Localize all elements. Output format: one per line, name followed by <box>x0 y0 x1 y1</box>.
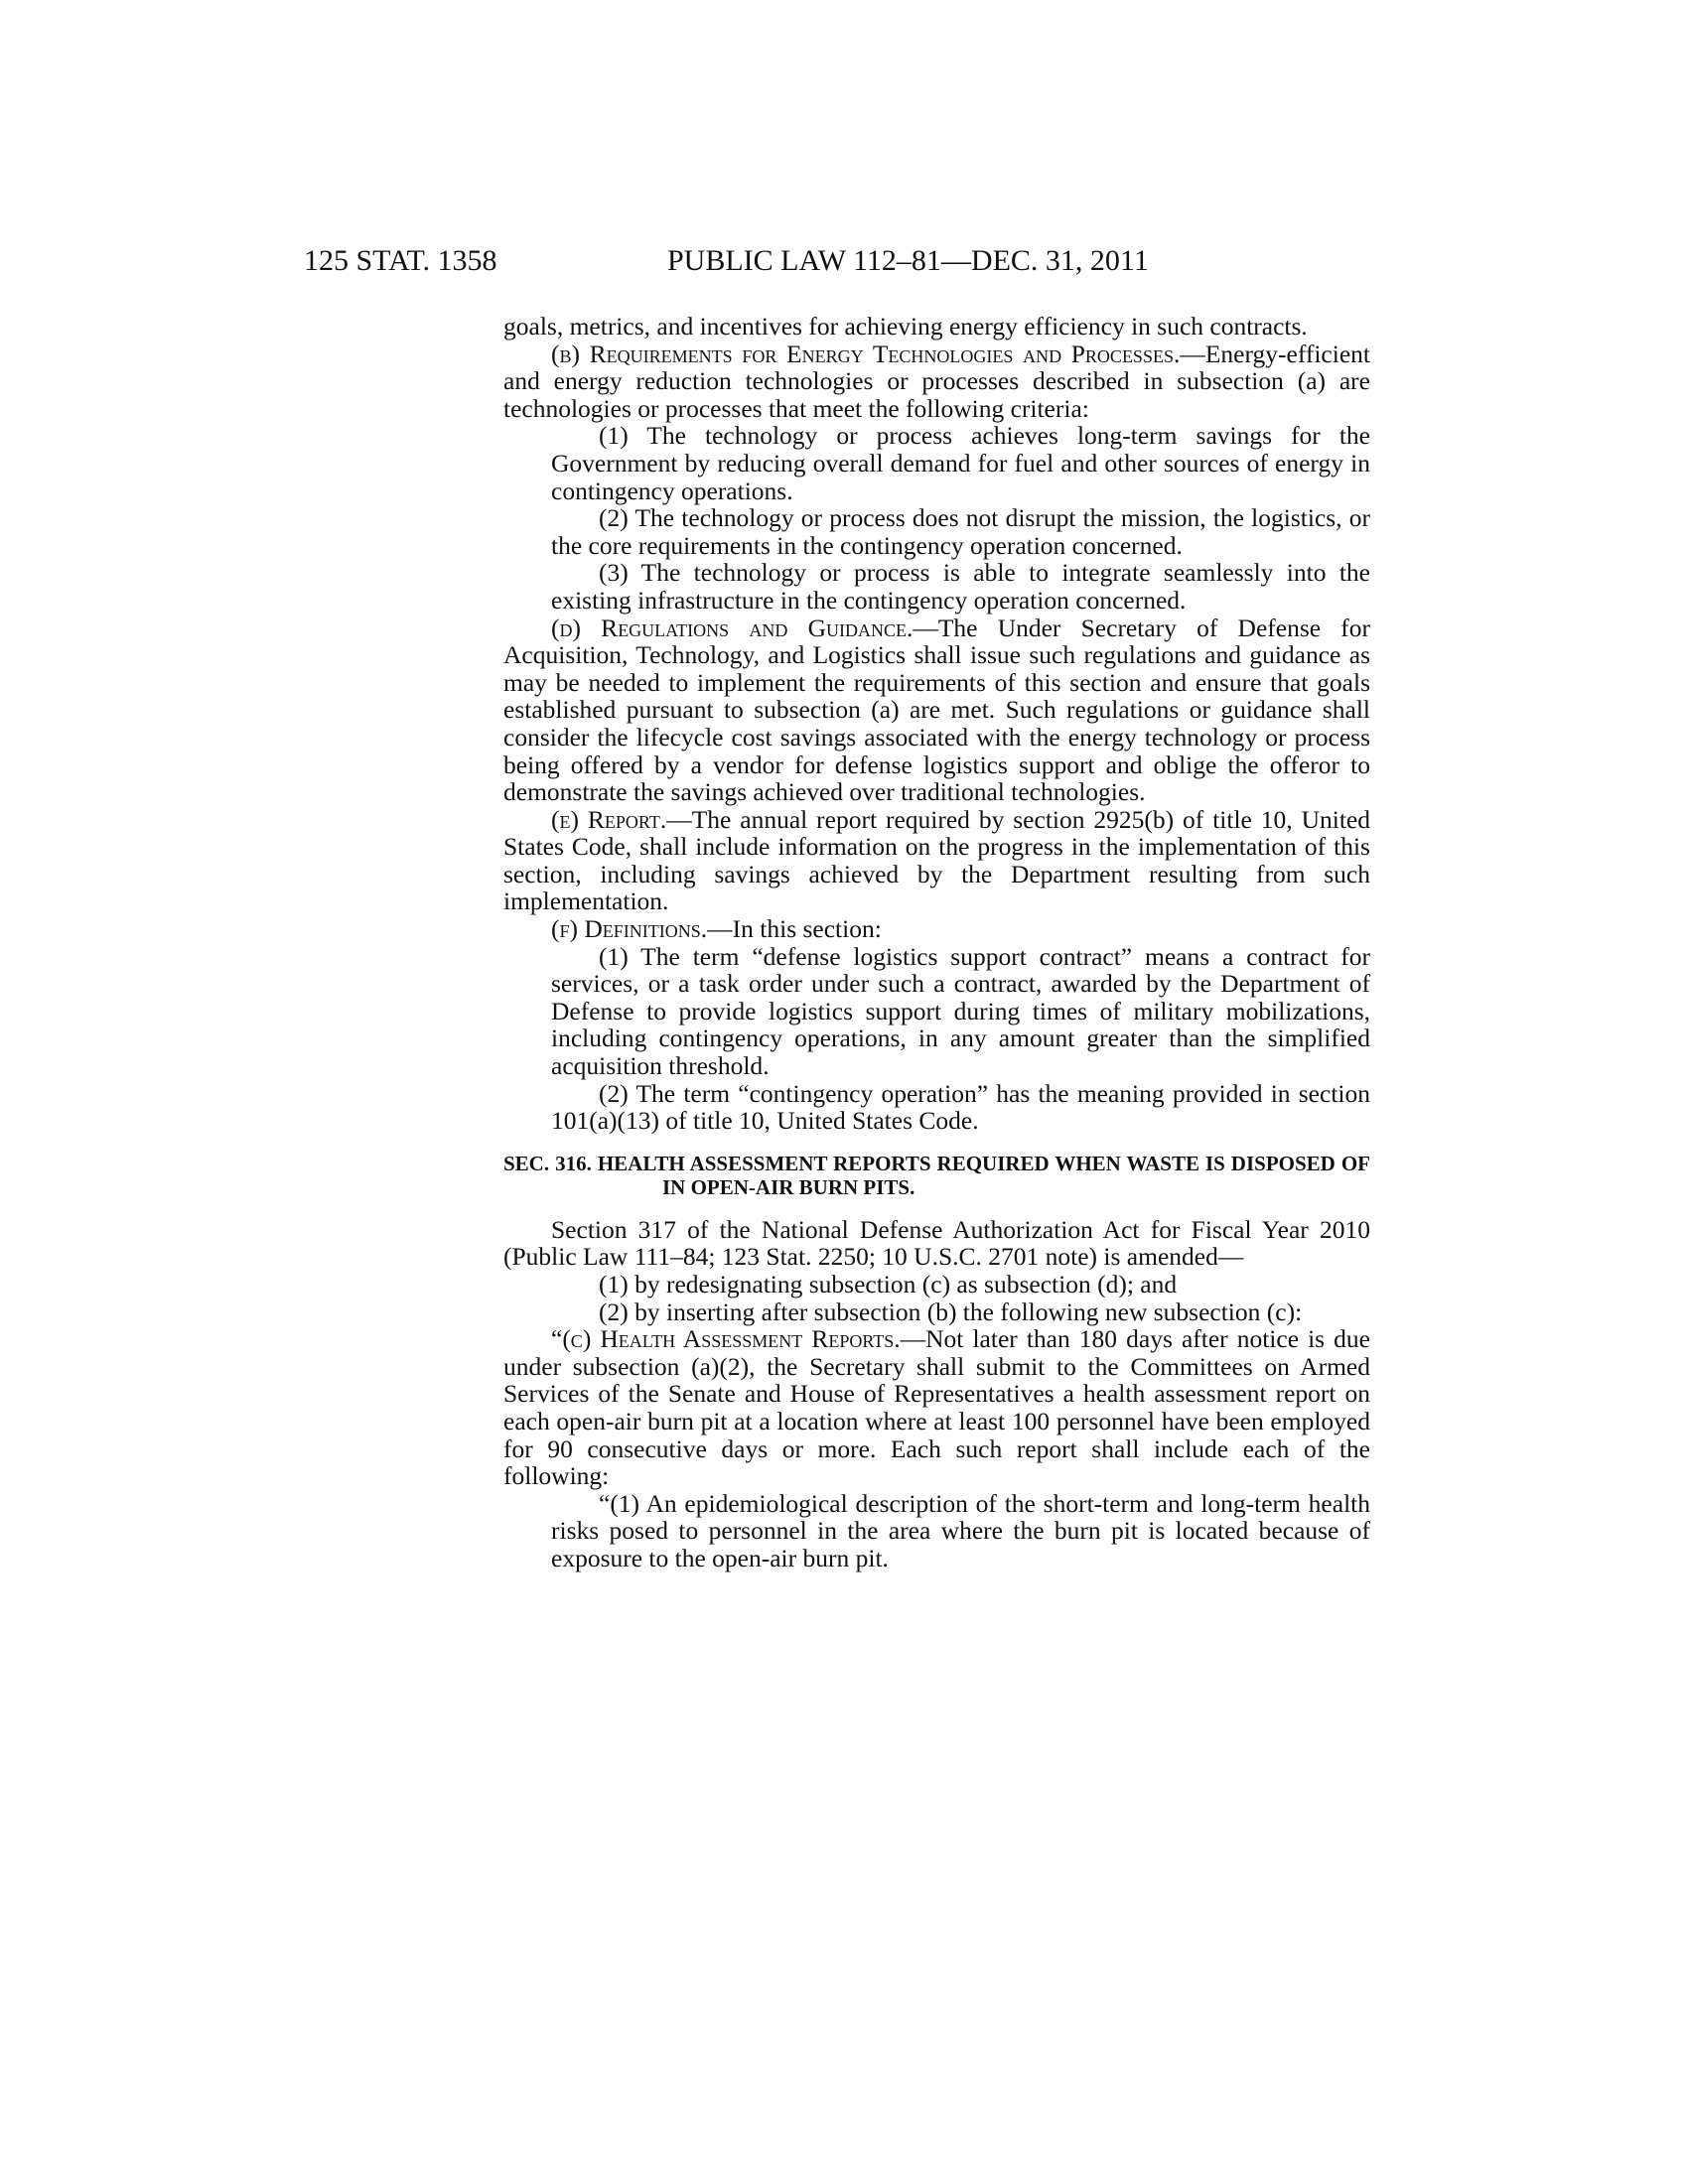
subsection-d-heading: (d) Regulations and Guidance. <box>551 613 914 642</box>
subsection-c-heading: “(c) Health Assessment Reports. <box>551 1324 901 1354</box>
subsection-b <box>503 341 1370 423</box>
subsection-f-heading: (f) Definitions. <box>551 914 708 944</box>
subsection-e-text: —The annual report required by section 2925(b) of title 10, United States Code, shall include information on the progress in the implementation of this section, including savings achieved by the Department resulting from such implementation. <box>503 804 1370 916</box>
subsection-f <box>503 915 1370 943</box>
criterion-1: (1) The technology or process achieves long-term savings for the Government by reducing overall demand for fuel and other sources of energy in contingency operations. <box>551 421 1370 505</box>
subsection-b-heading: (b) Requirements for Energy Technologies and Processes. <box>551 339 1181 368</box>
paragraph-goals: goals, metrics, and incentives for achieving energy efficiency in such contracts. <box>503 312 1308 341</box>
subsection-b-text: —Energy-efficient and energy reduction technologies or processes described in subsection (a) are technologies or processes that meet the following criteria: <box>503 339 1370 423</box>
public-law-title: PUBLIC LAW 112–81—DEC. 31, 2011 <box>667 244 1149 277</box>
subsection-e-heading: (e) Report. <box>551 804 667 834</box>
subsection-f-text: —In this section: <box>707 914 882 944</box>
section-316-heading: SEC. 316. HEALTH ASSESSMENT REPORTS REQUIRED WHEN WASTE IS DISPOSED OF IN OPEN-AIR BURN PITS. <box>503 1151 1370 1199</box>
page-header <box>0 244 1688 284</box>
statute-page-number: 125 STAT. 1358 <box>304 244 497 277</box>
document-body <box>503 313 1370 1572</box>
section-316-intro: Section 317 of the National Defense Authorization Act for Fiscal Year 2010 (Public Law 111–84; 123 Stat. 2250; 10 U.S.C. 2701 note) is amended— <box>503 1214 1370 1272</box>
subsection-c-text: —Not later than 180 days after notice is due under subsection (a)(2), the Secretary shall submit to the Committees on Armed Services of the Senate and House of Representatives a health assessment report on each open-air burn pit at a location where at least 100 personnel have been employed for 90 consecutive days or more. Each such report shall include each of the following: <box>503 1324 1370 1491</box>
subsection-d-text: —The Under Secretary of Defense for Acquisition, Technology, and Logistics shall issue such regulations and guidance as may be needed to implement the requirements of this section and ensure that goals established pursuant to subsection (a) are met. Such regulations or guidance shall consider the lifecycle cost savings associated with the energy technology or process being offered by a vendor for defense logistics support and oblige the offeror to demonstrate the savings achieved over traditional technologies. <box>503 613 1370 807</box>
definition-1: (1) The term “defense logistics support contract” means a contract for services, or a task order under such a contract, awarded by the Department of Defense to provide logistics support during times of military mobilizations, including contingency operations, in any amount greater than the simplified acquisition threshold. <box>551 941 1370 1081</box>
amendment-1: (1) by redesignating subsection (c) as subsection (d); and <box>599 1270 1178 1298</box>
subsection-e <box>503 806 1370 915</box>
criterion-2: (2) The technology or process does not disrupt the mission, the logistics, or the core requirements in the contingency operation concerned. <box>551 503 1370 560</box>
criterion-3: (3) The technology or process is able to integrate seamlessly into the existing infrastructure in the contingency operation concerned. <box>551 558 1370 614</box>
subsection-d <box>503 614 1370 806</box>
subsection-c <box>503 1325 1370 1490</box>
definition-2: (2) The term “contingency operation” has the meaning provided in section 101(a)(13) of title 10, United States Code. <box>551 1078 1370 1136</box>
amendment-2: (2) by inserting after subsection (b) the following new subsection (c): <box>599 1297 1303 1326</box>
report-item-1: “(1) An epidemiological description of the short-term and long-term health risks posed to personnel in the area where the burn pit is located because of exposure to the open-air burn pit. <box>551 1488 1370 1572</box>
